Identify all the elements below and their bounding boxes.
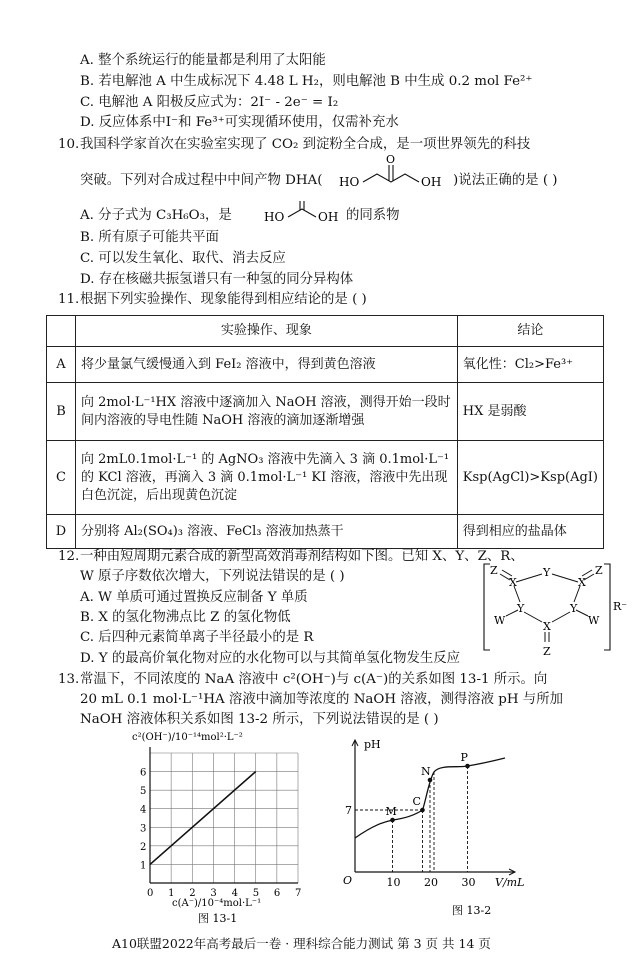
- chart1-ylabel: c²(OH⁻)/10⁻¹⁴mol²·L⁻²: [132, 732, 243, 743]
- q13-stem-line1: 常温下，不同浓度的 NaA 溶液中 c²(OH⁻)与 c(A⁻)的关系如图 13-1 所示。向: [80, 672, 548, 687]
- chart2-points: [386, 751, 470, 822]
- q10-option-a-pre: A. 分子式为 C₃H₆O₃，是: [80, 208, 232, 223]
- experiment-table: [46, 315, 604, 549]
- chart2-guides: [355, 766, 468, 872]
- table-header-conclusion: 结论: [457, 316, 603, 347]
- chart-13-1: [110, 728, 300, 928]
- oxalic-ho-label: HO: [264, 210, 285, 224]
- q11-stem: 根据下列实验操作、现象能得到相应结论的是 ( ): [80, 292, 367, 307]
- atom-z: Z: [595, 564, 603, 577]
- atom-z: Z: [543, 645, 551, 658]
- chart1-series: [150, 772, 256, 865]
- row-operation: 将少量氯气缓慢通入到 FeI₂ 溶液中，得到黄色溶液: [76, 347, 458, 383]
- chart2-point-label-c: C: [412, 795, 421, 808]
- q9-option-d: D. 反应体系中I⁻和 Fe³⁺可实现循环使用，仅需补充水: [80, 115, 399, 130]
- chart2-origin: O: [343, 874, 353, 887]
- chart2-x-tick-label: 30: [461, 876, 476, 889]
- q12-option-b: B. X 的氢化物沸点比 Z 的氢化物低: [80, 610, 291, 625]
- row-operation: 分别将 Al₂(SO₄)₃ 溶液、FeCl₃ 溶液加热蒸干: [76, 515, 458, 549]
- bond: [552, 574, 578, 582]
- q9-option-b: B. 若电解池 A 中生成标况下 4.48 L H₂，则电解池 B 中生成 0.2 mol Fe²⁺: [80, 74, 533, 89]
- row-operation: 向 2mL0.1mol·L⁻¹ 的 AgNO₃ 溶液中先滴入 3 滴 0.1mol·L⁻¹ 的 KCl 溶液，再滴入 3 滴 0.1mol·L⁻¹ KI 溶液，溶液中先出现白色沉淀，后出现黄色沉淀: [76, 441, 458, 515]
- row-conclusion: HX 是弱酸: [457, 383, 603, 441]
- chart1-y-tick-label: 4: [140, 804, 147, 816]
- table-row: [47, 441, 604, 515]
- chart1-x-tick-label: 6: [273, 888, 281, 899]
- chart1-y-tick-label: 5: [140, 786, 147, 798]
- atom-x: X: [509, 576, 517, 589]
- chart2-x-tick-label: 10: [386, 876, 401, 889]
- charge-label: R⁻: [613, 600, 628, 613]
- chart1-x-tick-label: 2: [189, 888, 196, 899]
- dha-skeleton: [363, 174, 419, 182]
- chart1-y-tick-label: 3: [140, 823, 147, 835]
- row-label: C: [47, 441, 76, 515]
- q11-number: 11.: [58, 292, 80, 307]
- atom-z: Z: [490, 564, 498, 577]
- row-conclusion: Ksp(AgCl)>Ksp(AgI): [457, 441, 603, 515]
- atom-y: Y: [543, 566, 551, 579]
- chart2-xlabel: V/mL: [495, 876, 525, 889]
- chart1-x-tick-label: 3: [210, 888, 217, 899]
- q12-number: 12.: [58, 549, 80, 564]
- q12-option-a: A. W 单质可通过置换反应制备 Y 单质: [80, 590, 308, 605]
- q13-stem-line3: NaOH 溶液体积关系如图 13-2 所示，下列说法错误的是 ( ): [80, 712, 439, 727]
- chart2-axes: [352, 740, 515, 875]
- row-label: A: [47, 347, 76, 383]
- row-label: B: [47, 383, 76, 441]
- chart2-tick-labels: [345, 804, 476, 889]
- chart1-grid: [150, 753, 298, 883]
- chart2-title: 图 13-2: [452, 904, 492, 917]
- atom-w: W: [588, 614, 600, 627]
- q10-number: 10.: [58, 137, 80, 152]
- q10-stem-line2b: )说法正确的是 ( ): [453, 173, 558, 188]
- chart1-xlabel: c(A⁻)/10⁻⁴mol·L⁻¹: [172, 898, 262, 909]
- chart1-tick-labels: [140, 768, 301, 899]
- chart2-x-tick-label: 20: [424, 876, 438, 889]
- q10-option-a-post: 的同系物: [346, 208, 400, 223]
- chart-13-2: [335, 728, 525, 928]
- bond: [576, 610, 588, 616]
- structure-bracket-right: [604, 564, 610, 650]
- q13-stem-line2: 20 mL 0.1 mol·L⁻¹HA 溶液中滴加等浓度的 NaOH 溶液，测得溶液 pH 与所加: [80, 692, 563, 707]
- chart1-x-tick-label: 0: [147, 888, 154, 899]
- chart1-y-tick-label: 1: [140, 860, 147, 872]
- chart1-x-tick-label: 4: [231, 888, 238, 899]
- chart1-y-tick-label: 6: [140, 767, 147, 779]
- chart2-point-c: [420, 808, 425, 813]
- chart1-title: 图 13-1: [198, 912, 238, 925]
- table-row: [47, 515, 604, 549]
- chart2-point-label-m: M: [385, 805, 397, 818]
- q12-stem-line2: W 原子序数依次增大，下列说法错误的是 ( ): [80, 569, 345, 584]
- chart1-axes: [150, 747, 298, 883]
- chart2-point-label-p: P: [460, 751, 468, 764]
- row-label: D: [47, 515, 76, 549]
- dha-oh-label: OH: [421, 175, 442, 189]
- q13-number: 13.: [58, 672, 80, 687]
- chart1-x-tick-label: 7: [295, 888, 302, 899]
- chart2-y-tick-label: 7: [345, 804, 352, 817]
- table-header-row: [47, 316, 604, 347]
- table-row: [47, 347, 604, 383]
- page-footer: A10联盟2022年高考最后一卷 · 理科综合能力测试 第 3 页 共 14 页: [112, 936, 491, 951]
- dha-structure: [337, 154, 457, 194]
- atom-y: Y: [570, 602, 578, 615]
- row-conclusion: 得到相应的盐晶体: [457, 515, 603, 549]
- atom-x: X: [543, 620, 551, 633]
- dha-o-label: O: [386, 153, 396, 166]
- chart1-x-tick-label: 5: [252, 888, 260, 899]
- chart1-y-tick-label: 2: [140, 841, 147, 853]
- q12-option-c: C. 后四种元素简单离子半径最小的是 R: [80, 630, 314, 645]
- q10-option-d: D. 存在核磁共振氢谱只有一种氢的同分异构体: [80, 272, 354, 287]
- q10-option-c: C. 可以发生氧化、取代、消去反应: [80, 251, 286, 266]
- bond: [524, 612, 542, 622]
- dha-ho-label: HO: [339, 175, 360, 189]
- oxalic-oh-label: OH: [318, 210, 339, 224]
- q12-option-d: D. Y 的最高价氧化物对应的水化物可以与其简单氢化物发生反应: [80, 651, 461, 666]
- chart2-ylabel: pH: [364, 738, 381, 751]
- table-header-operation: 实验操作、现象: [76, 316, 458, 347]
- chart2-point-n: [428, 778, 433, 783]
- q9-option-c: C. 电解池 A 阳极反应式为：2I⁻ - 2e⁻ = I₂: [80, 95, 339, 110]
- q10-option-b: B. 所有原子可能共平面: [80, 230, 219, 245]
- q12-stem-line1: 一种由短周期元素合成的新型高效消毒剂结构如下图。已知 X、Y、Z、R、: [80, 549, 524, 564]
- chart1-x-tick-label: 1: [168, 888, 175, 899]
- atom-y: Y: [517, 602, 525, 615]
- q10-stem-line1: 我国科学家首次在实验室实现了 CO₂ 到淀粉全合成，是一项世界领先的科技: [80, 137, 531, 152]
- chart1-series-line: [150, 772, 256, 865]
- atom-w: W: [494, 614, 506, 627]
- bond: [552, 612, 570, 622]
- oxalic-skeleton: [288, 209, 316, 217]
- atom-x: X: [578, 576, 586, 589]
- q10-stem-line2a: 突破。下列对合成过程中中间产物 DHA(: [80, 173, 323, 188]
- chart2-point-m: [390, 818, 395, 823]
- table-row: [47, 383, 604, 441]
- chart2-point-p: [465, 764, 470, 769]
- table-header-label: [47, 316, 76, 347]
- q9-option-a: A. 整个系统运行的能量都是利用了太阳能: [80, 53, 326, 68]
- row-operation: 向 2mol·L⁻¹HX 溶液中逐滴加入 NaOH 溶液，测得开始一段时间内溶液的导电性随 NaOH 溶液的滴加逐渐增强: [76, 383, 458, 441]
- bond: [516, 574, 542, 582]
- chart2-point-label-n: N: [421, 765, 431, 778]
- row-conclusion: 氧化性：Cl₂>Fe³⁺: [457, 347, 603, 383]
- q12-structure-diagram: [480, 560, 630, 668]
